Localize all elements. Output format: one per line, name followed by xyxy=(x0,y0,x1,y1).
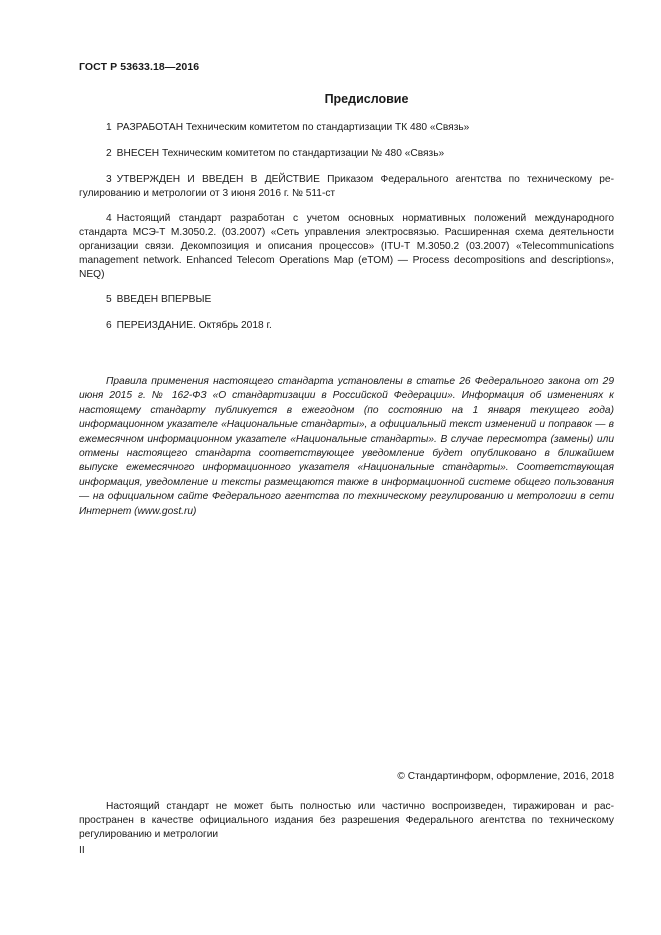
preface-item-4 xyxy=(79,212,614,282)
item-number: 3 xyxy=(106,174,112,185)
copyright-line: © Стандартинформ, оформление, 2016, 2018 xyxy=(397,771,614,782)
preface-item-6 xyxy=(79,319,614,333)
item-number: 5 xyxy=(106,294,112,305)
reproduction-notice: Настоящий стандарт не может быть полностью или частично воспроизведен, тиражирован и распространен в качестве официального издания без разрешения Федерального агентства по техническому регулированию и метрологии xyxy=(79,801,614,840)
item-text: ПЕРЕИЗДАНИЕ. Октябрь 2018 г. xyxy=(116,320,272,331)
preface-item-5 xyxy=(79,293,614,307)
item-number: 2 xyxy=(106,148,112,159)
item-number: 6 xyxy=(106,320,112,331)
item-text: ВВЕДЕН ВПЕРВЫЕ xyxy=(116,294,212,305)
preface-item-1 xyxy=(79,121,614,135)
item-text: ВНЕСЕН Техническим комитетом по стандартизации № 480 «Связь» xyxy=(116,148,445,159)
item-number: 4 xyxy=(106,213,112,224)
page-number: II xyxy=(79,845,85,856)
application-rules-notice: Правила применения настоящего стандарта установлены в статье 26 Федерального закона от 29 июня 2015 г. № 162-ФЗ «О стандартизации в Российской Федерации». Информация об изменениях к настоящему стандарту публикуется в ежегодном (по состоянию на 1 января текущего года) информационном указателе «Национальные стандарты», а официальный текст изменений и поправок — в ежемесячном информационном указателе «Национальные стандарты». В случае пересмотра (замены) или отмены настоящего стандарта соответствующее уведомление будет опубликовано в ближайшем выпуске ежемесячного информационного указателя «Национальные стандарты». Соответствующая информация, уведомление и тексты размещаются также в информационной системе общего пользования — на официальном сайте Федерального агентства по техническому регулированию и метрологии в сети Интернет (www.gost.ru) xyxy=(79,376,614,517)
item-text: УТВЕРЖДЕН И ВВЕДЕН В ДЕЙСТВИЕ Приказом Федерального агентства по техническому регулированию и метрологии от 3 июня 2016 г. № 511-ст xyxy=(79,174,614,199)
preface-item-3 xyxy=(79,173,614,201)
preface-title: Предисловие xyxy=(324,92,409,106)
preface-item-2 xyxy=(79,147,614,161)
item-number: 1 xyxy=(106,122,112,133)
standard-id: ГОСТ Р 53633.18—2016 xyxy=(79,61,200,73)
item-text: РАЗРАБОТАН Техническим комитетом по стандартизации ТК 480 «Связь» xyxy=(116,122,470,133)
item-text: Настоящий стандарт разработан с учетом основных нормативных положений международного стандарта МСЭ-Т М.3050.2. (03.2007) «Сеть управления электросвязью. Расширенная схема деятельности организации связи. Декомпозиция и описания процессов» (ITU-T M.3050.2 (03.2007) «Telecommunications management network. Enhanced Telecom Operations Map (eTOM) — Process decompositions and descriptions», NEQ) xyxy=(79,213,614,280)
